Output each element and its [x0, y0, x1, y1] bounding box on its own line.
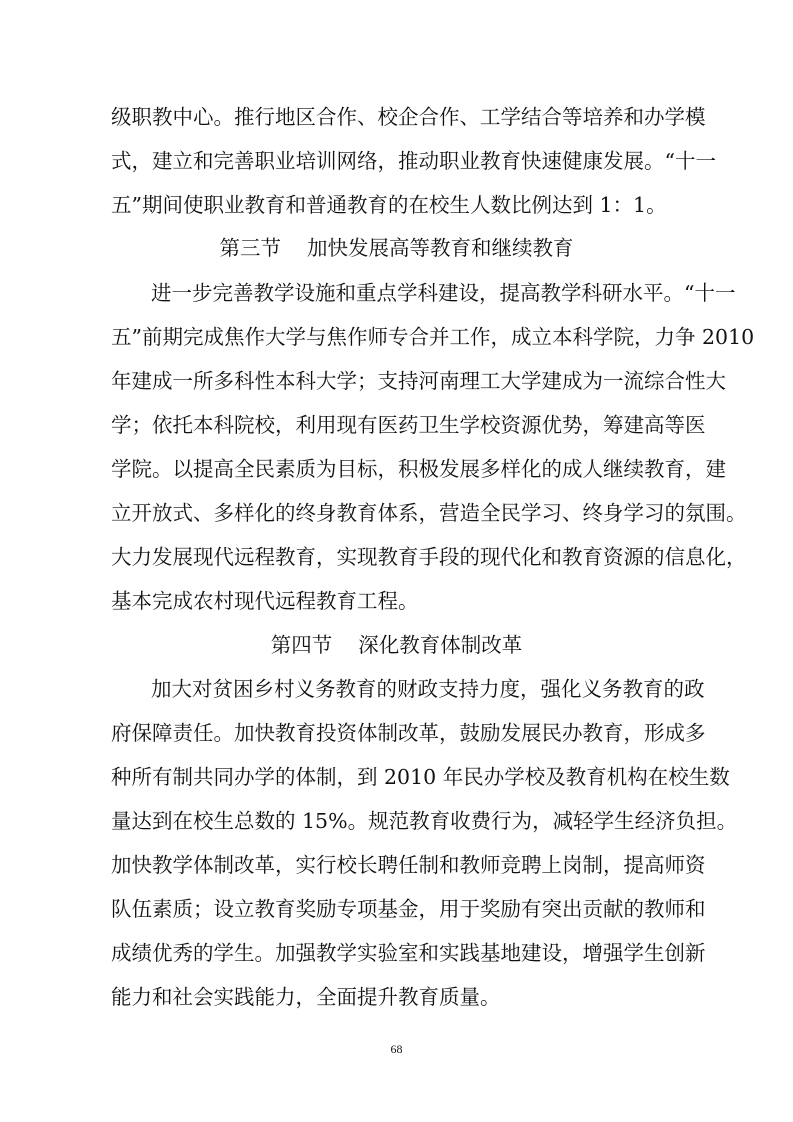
intro-line-2: 式，建立和完善职业培训网络，推动职业教育快速健康发展。“十一 — [111, 149, 716, 173]
section-3-heading: 第三节 加快发展高等教育和继续教育 — [219, 236, 574, 260]
section-3-line-7: 大力发展现代远程教育，实现教育手段的现代化和教育资源的信息化， — [111, 545, 747, 569]
section-3-line-8: 基本完成农村现代远程教育工程。 — [111, 589, 419, 613]
section-4-heading: 第四节 深化教育体制改革 — [270, 633, 523, 657]
section-4-line-5: 加快教学体制改革，实行校长聘任制和教师竞聘上岗制，提高师资 — [111, 853, 706, 877]
section-3-line-3: 年建成一所多科性本科大学；支持河南理工大学建成为一流综合性大 — [111, 369, 726, 393]
section-4-line-3: 种所有制共同办学的体制，到 2010 年民办学校及教育机构在校生数 — [111, 765, 730, 789]
section-3-line-1: 进一步完善教学设施和重点学科建设，提高教学科研水平。“十一 — [151, 281, 736, 305]
section-4-line-1: 加大对贫困乡村义务教育的财政支持力度，强化义务教育的政 — [151, 677, 705, 701]
section-4-line-7: 成绩优秀的学生。加强教学实验室和实践基地建设，增强学生创新 — [111, 941, 706, 965]
section-3-line-5: 学院。以提高全民素质为目标，积极发展多样化的成人继续教育，建 — [111, 457, 726, 481]
page-number: 68 — [390, 1042, 403, 1056]
section-4-line-2: 府保障责任。加快教育投资体制改革，鼓励发展民办教育，形成多 — [111, 721, 706, 745]
section-4-line-6: 队伍素质；设立教育奖励专项基金，用于奖励有突出贡献的教师和 — [111, 897, 706, 921]
section-3-line-4: 学；依托本科院校，利用现有医药卫生学校资源优势，筹建高等医 — [111, 413, 706, 437]
intro-line-1: 级职教中心。推行地区合作、校企合作、工学结合等培养和办学模 — [111, 105, 706, 129]
section-3-line-6: 立开放式、多样化的终身教育体系，营造全民学习、终身学习的氛围。 — [111, 501, 747, 525]
section-3-line-2: 五”前期完成焦作大学与焦作师专合并工作，成立本科学院，力争 2010 — [111, 325, 755, 349]
section-4-line-4: 量达到在校生总数的 15%。规范教育收费行为，减轻学生经济负担。 — [111, 809, 738, 833]
intro-line-3: 五”期间使职业教育和普通教育的在校生人数比例达到 1：1。 — [111, 193, 667, 217]
section-4-line-8: 能力和社会实践能力，全面提升教育质量。 — [111, 985, 501, 1009]
